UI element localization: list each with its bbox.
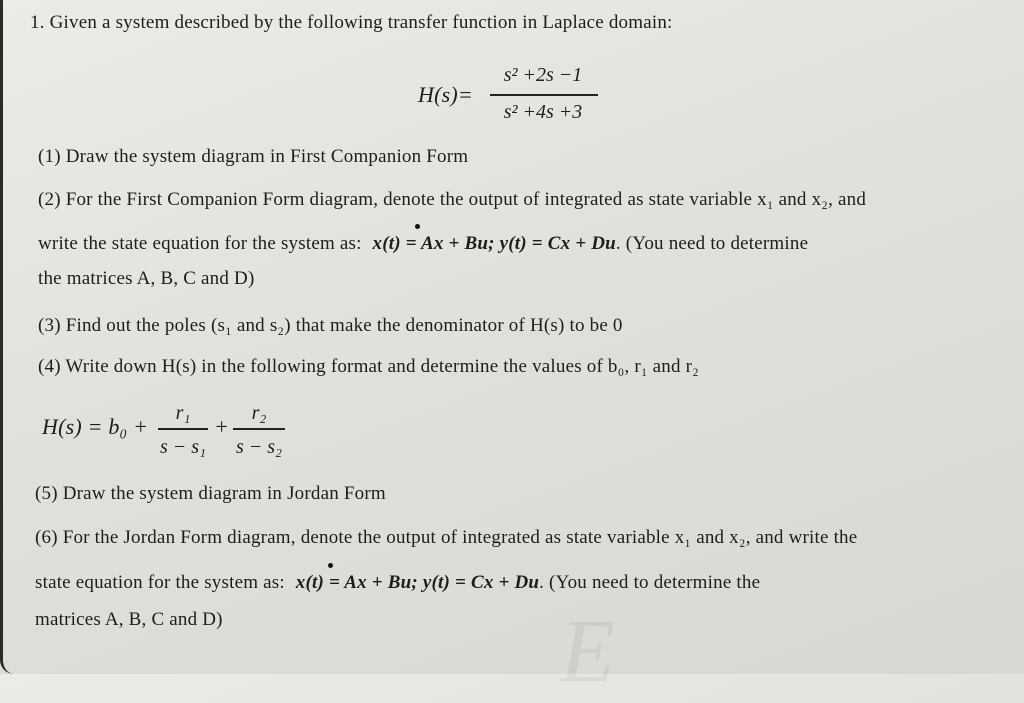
transfer-function-lhs: H(s)= [418, 82, 473, 107]
state-equation-1: x(t) = Ax + Bu; y(t) = Cx + Du [372, 233, 616, 254]
part-2-line-2 [38, 233, 808, 255]
part-2-line-1: (2) For the First Companion Form diagram, denote the output of integrated as state variable x₁ and x₂, and [38, 189, 867, 210]
part-2-trailer: . (You need to determine [615, 233, 809, 254]
part-6-trailer: . (You need to determine the [539, 572, 761, 593]
derivative-dot [328, 563, 333, 568]
margin-line [0, 0, 14, 674]
residue-1: r₁ [175, 402, 191, 424]
part-1-text: (1) Draw the system diagram in First Companion Form [38, 146, 469, 167]
bleed-through-mark: E [560, 602, 615, 701]
fraction-bar [158, 428, 208, 430]
part-2-intro: write the state equation for the system as: [38, 233, 362, 254]
part-6-line-3: matrices A, B, C and D) [35, 609, 223, 630]
derivative-dot [415, 224, 420, 229]
fraction-bar [233, 428, 285, 430]
part-4-text: (4) Write down H(s) in the following format and determine the values of b₀, r₁ and r₂ [38, 356, 699, 377]
part-6-line-1: (6) For the Jordan Form diagram, denote the output of integrated as state variable x₁ and x₂, and write the [35, 527, 858, 548]
part-3-text: (3) Find out the poles (s₁ and s₂) that make the denominator of H(s) to be 0 [38, 315, 623, 336]
question-intro: 1. Given a system described by the following transfer function in Laplace domain: [30, 12, 673, 33]
fraction-bar [490, 94, 598, 96]
pole-term-2: s − s₂ [235, 436, 282, 458]
state-equation-2: x(t) = Ax + Bu; y(t) = Cx + Du [295, 572, 540, 593]
transfer-function-denominator: s² +4s +3 [503, 101, 583, 123]
part-6-intro: state equation for the system as: [35, 572, 285, 593]
part-2-line-3: the matrices A, B, C and D) [38, 268, 255, 289]
plus-sign: + [214, 414, 230, 439]
transfer-function-numerator: s² +2s −1 [503, 64, 583, 86]
pole-term-1: s − s₁ [159, 436, 206, 458]
part-5-text: (5) Draw the system diagram in Jordan Form [35, 483, 386, 504]
part-6-line-2 [35, 572, 760, 594]
partial-fraction-lhs: H(s) = b₀ + [42, 414, 149, 439]
residue-2: r₂ [251, 402, 267, 424]
